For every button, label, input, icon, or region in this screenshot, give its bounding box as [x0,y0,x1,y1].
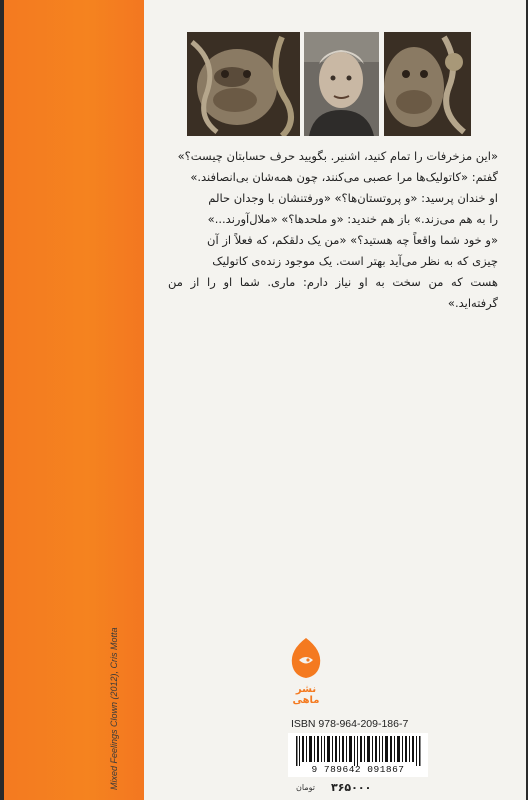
blurb-line: هست که من سخت به او نیاز دارم: ماری. شما او را از من گرفته‌اید.» [168,275,498,310]
publisher-name: نشر ماهی [292,684,320,706]
blurb-line: «و خود شما واقعاً چه هستید؟» «من یک دلقکم، که فعلاً از آن [207,233,498,247]
photo-strip [187,32,471,136]
publisher-fish-logo [286,636,326,680]
orange-spine-band [4,0,144,800]
blurb-line: را به هم می‌زند.» باز هم خندید: «و ملحدها؟» «ملال‌آورند...» [207,212,498,226]
barcode-digits: 9 789642 091867 [311,764,405,775]
blurb-line: «این مزخرفات را تمام کنید، اشنیر. بگویید حرف حسابتان چیست؟» [177,149,498,163]
price-unit: تومان [296,783,315,792]
cover-art-credit: Mixed Feelings Clown (2012), Cris Motta [109,627,119,790]
isbn-label: ISBN 978-964-209-186-7 [291,718,409,730]
blurb-line: گفتم: «کاتولیک‌ها مرا عصبی می‌کنند، چون همه‌شان بی‌انصافند.» [190,170,498,184]
barcode-bars [296,736,422,766]
back-cover-blurb [168,146,498,314]
carved-figure-left-image [187,32,300,136]
price-amount: ۳۶۵۰۰۰ [331,781,372,794]
carved-figure-right-image [384,32,471,136]
author-portrait-image [304,32,379,136]
blurb-line: او خندان پرسید: «و پروتستان‌ها؟» «ورفتنشان با وجدان حالم [208,191,498,205]
blurb-line: چیزی که به نظر می‌آید بهتر است. یک موجود زنده‌ی کاتولیک [212,254,498,268]
isbn-barcode [288,733,428,777]
